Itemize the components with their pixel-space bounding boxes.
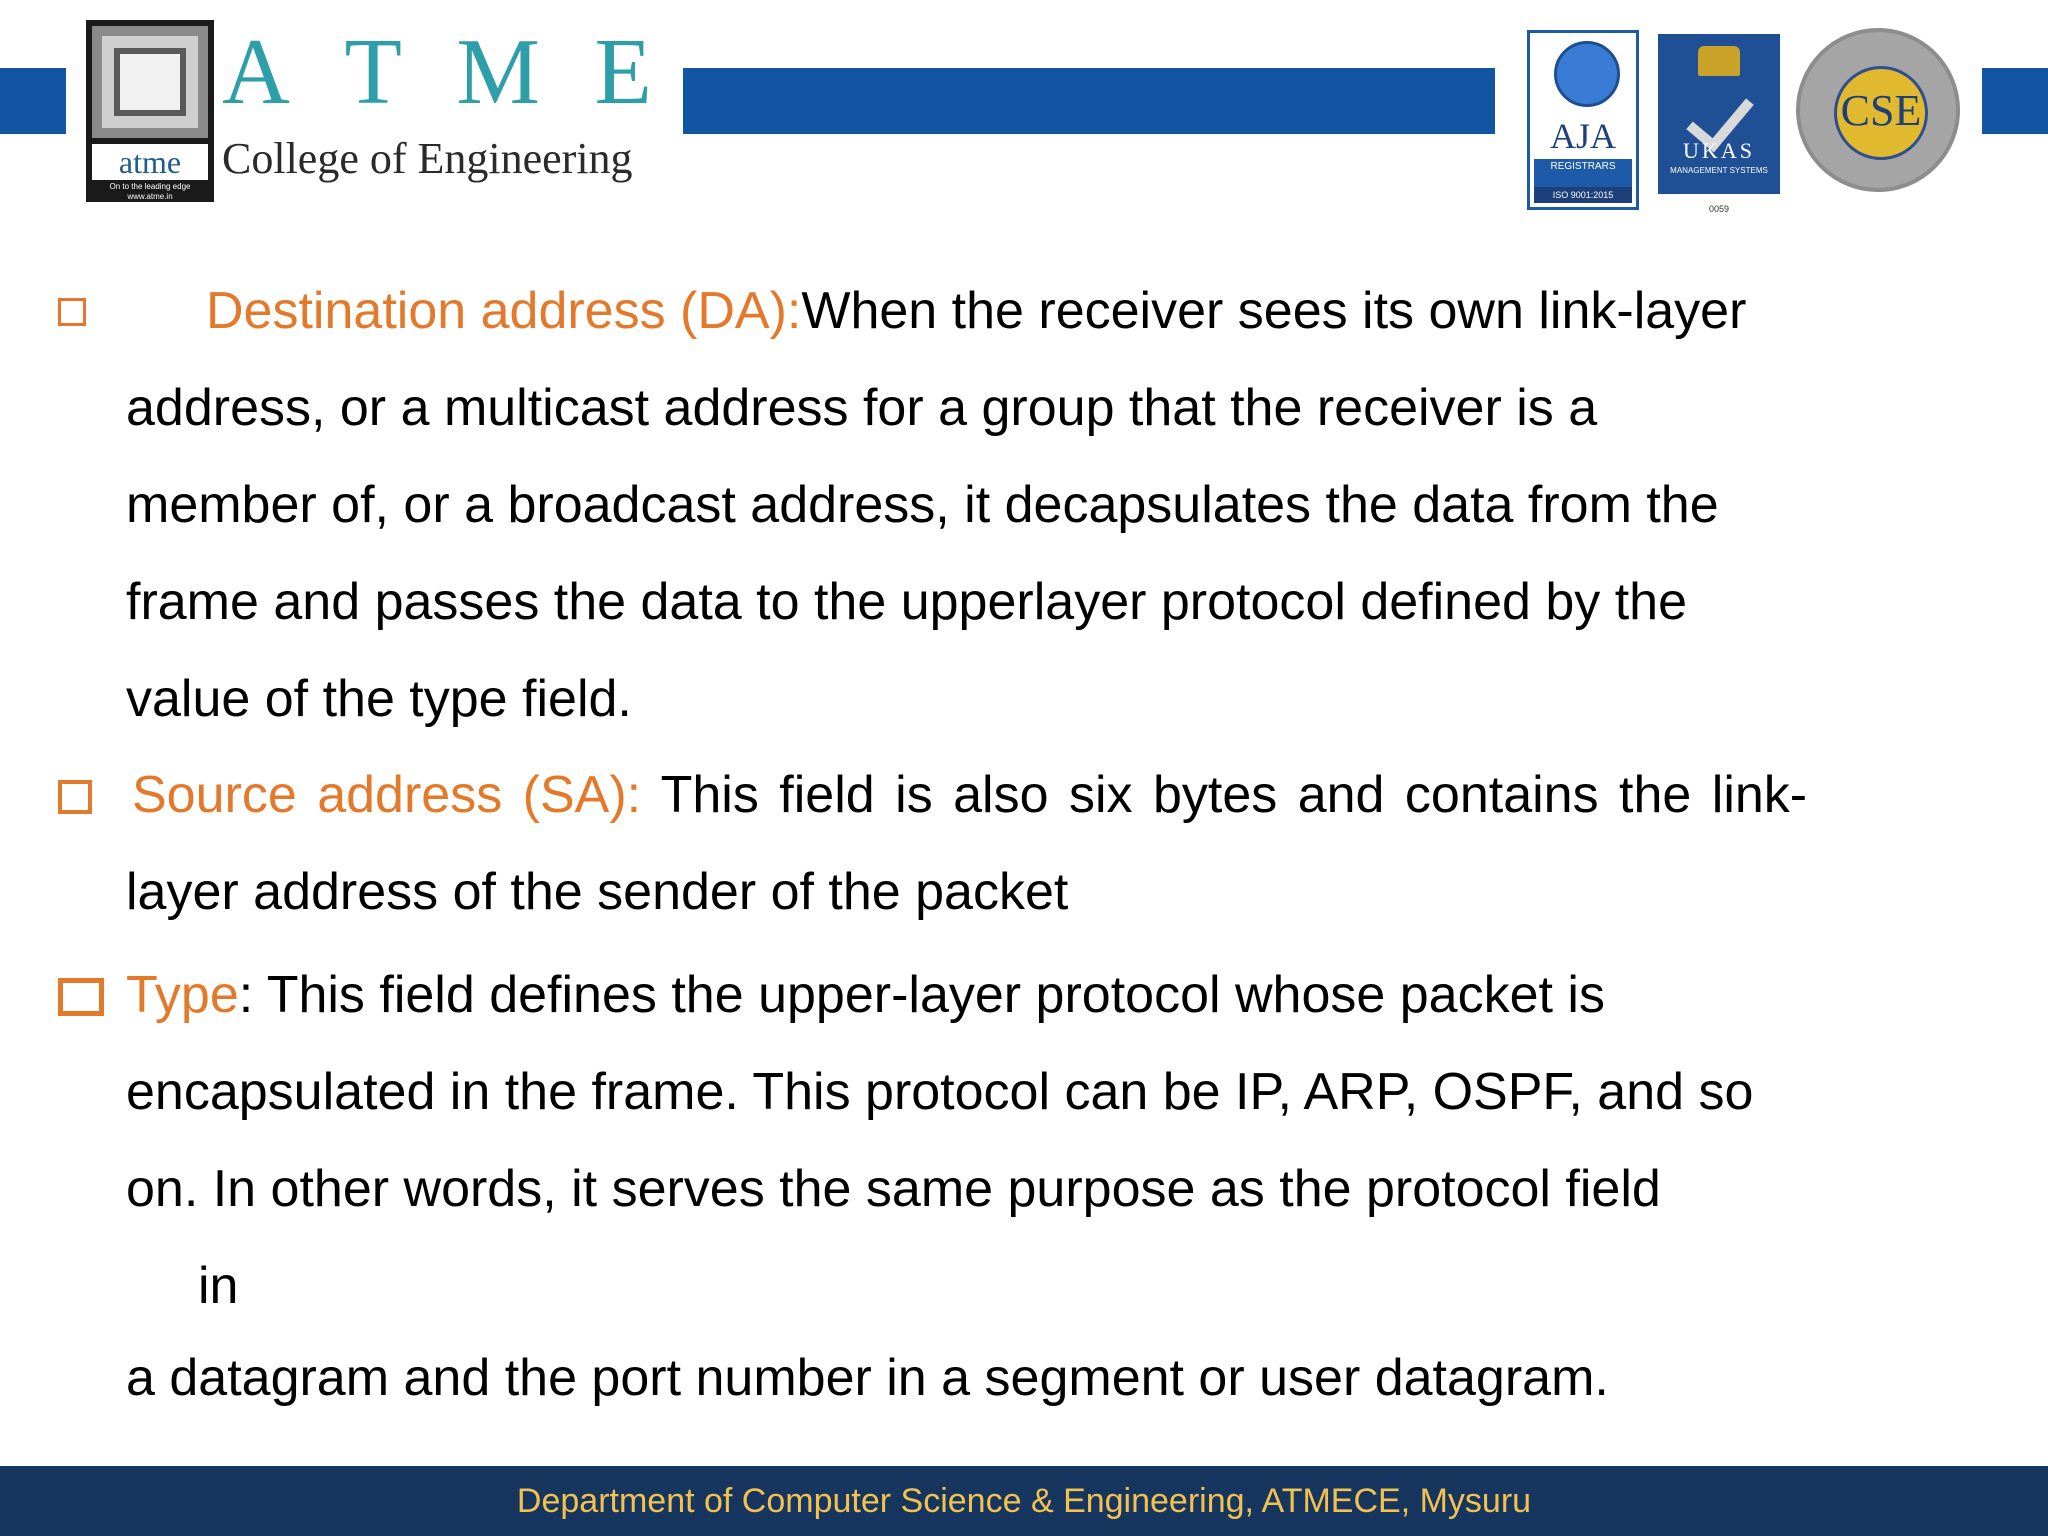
aja-certification-logo xyxy=(1527,30,1639,210)
point-text: : This field defines the upper-layer protocol whose packet is xyxy=(238,966,1605,1024)
point-line: encapsulated in the frame. This protocol can be IP, ARP, OSPF, and so xyxy=(126,1063,1754,1121)
header-bar-middle xyxy=(683,68,1495,134)
aja-registrars: REGISTRARS xyxy=(1534,159,1632,191)
logo-url-text: www.atme.in xyxy=(127,192,173,201)
checkbox-bullet-icon xyxy=(58,780,92,814)
atme-logo xyxy=(86,20,214,202)
ukas-certification-logo xyxy=(1658,34,1780,194)
atme-logo-word: atme xyxy=(92,144,208,180)
cse-badge-inner xyxy=(1834,66,1928,160)
point-line: layer address of the sender of the packet xyxy=(126,863,1069,921)
point-text: This field is also six bytes and contains the link- xyxy=(641,766,1808,824)
logo-tagline-text: On to the leading edge xyxy=(109,182,191,191)
point-text: When the receiver sees its own link-layer xyxy=(801,282,1747,340)
header-bar-right xyxy=(1982,68,2048,134)
point-line: in xyxy=(198,1257,239,1315)
point-line: a datagram and the port number in a segment or user datagram. xyxy=(126,1349,1609,1407)
aja-iso-label: ISO 9001:2015 xyxy=(1534,187,1632,203)
footer-text: Department of Computer Science & Engineering, ATMECE, Mysuru xyxy=(516,1482,1532,1520)
point-line: frame and passes the data to the upperlayer protocol defined by the xyxy=(126,573,1688,631)
brand-name: College of Engineering xyxy=(222,134,633,183)
ukas-text: UKAS xyxy=(1683,138,1755,163)
ukas-number: 0059 xyxy=(1708,204,1730,214)
cse-badge-text: CSE xyxy=(1840,86,1922,135)
crown-icon xyxy=(1698,46,1740,76)
atme-logo-frame-icon xyxy=(92,26,208,138)
brand-letter: T xyxy=(344,20,402,124)
brand-letter: M xyxy=(456,20,540,124)
point-line: value of the type field. xyxy=(126,670,632,728)
checkbox-bullet-icon xyxy=(58,298,86,326)
checkbox-bullet-icon xyxy=(58,978,104,1016)
brand-letter: A xyxy=(222,20,290,124)
globe-icon xyxy=(1554,41,1620,107)
point-line xyxy=(126,964,1605,1026)
brand-letters xyxy=(222,22,652,122)
point-line: member of, or a broadcast address, it decapsulates the data from the xyxy=(126,476,1719,534)
point-line: address, or a multicast address for a group that the receiver is a xyxy=(126,379,1598,437)
point-label-source: Source address (SA): xyxy=(132,766,642,824)
atme-logo-tagline xyxy=(92,182,208,202)
point-label-type: Type xyxy=(126,966,239,1024)
header-bar-left xyxy=(0,68,66,134)
footer-bar xyxy=(0,1466,2048,1536)
aja-text: AJA xyxy=(1549,116,1616,156)
point-label-destination: Destination address (DA): xyxy=(206,282,802,340)
point-line xyxy=(206,280,1746,342)
cse-badge-logo xyxy=(1796,28,1960,192)
ukas-subtext: MANAGEMENT SYSTEMS xyxy=(1670,166,1768,175)
point-line xyxy=(132,764,1807,826)
brand-letter: E xyxy=(594,20,652,124)
point-line: on. In other words, it serves the same purpose as the protocol field xyxy=(126,1160,1661,1218)
